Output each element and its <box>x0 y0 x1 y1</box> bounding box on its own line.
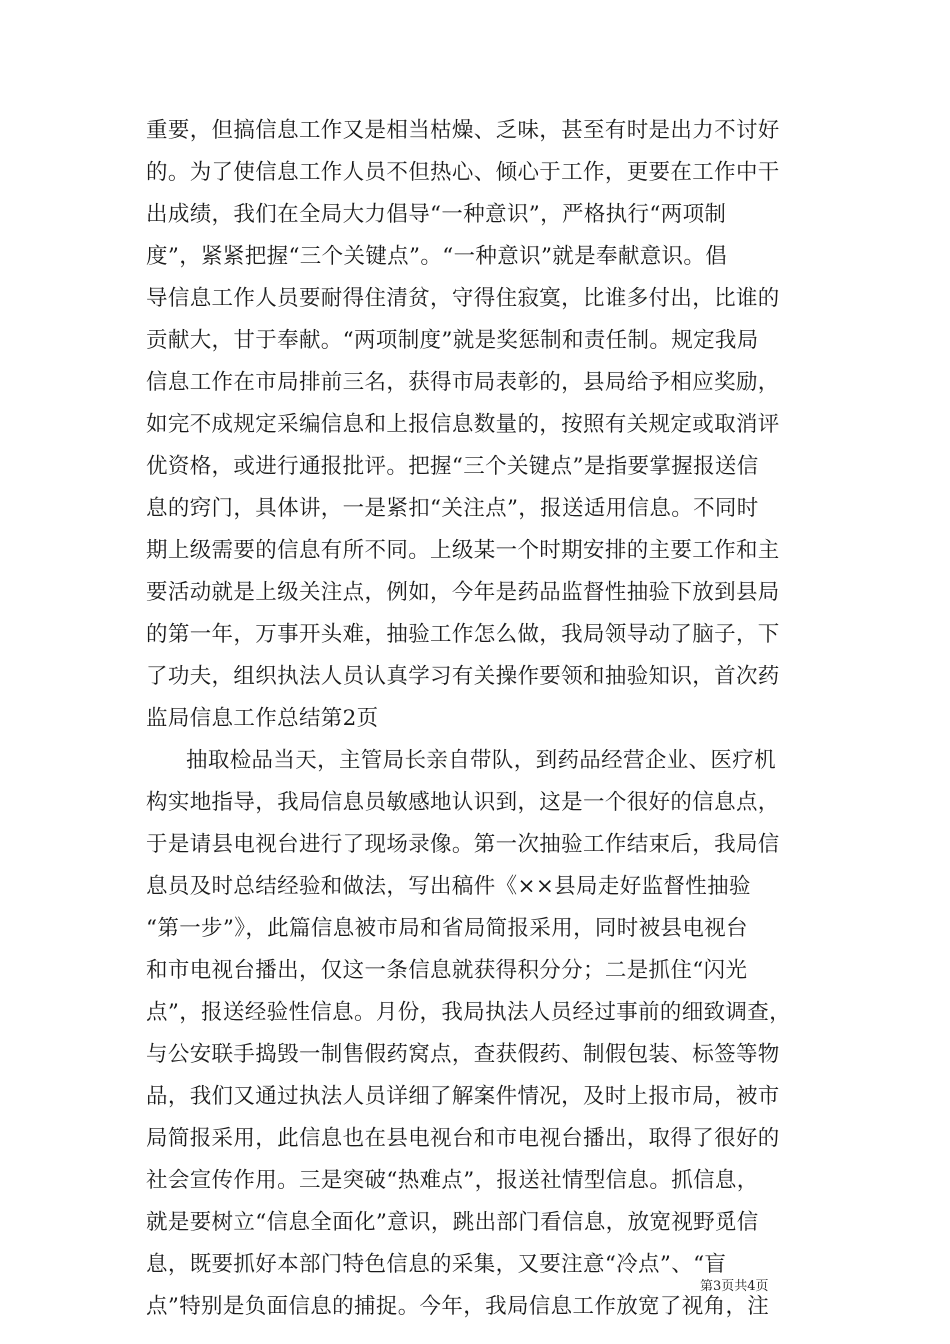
text-line: 如完不成规定采编信息和上报信息数量的，按照有关规定或取消评 <box>146 412 780 437</box>
text-line: 度”，紧紧把握“三个关键点”。“一种意识”就是奉献意识。倡 <box>146 244 728 269</box>
text-line: 社会宣传作用。三是突破“热难点”，报送社情型信息。抓信息， <box>146 1168 759 1193</box>
text-line: 就是要树立“信息全面化”意识，跳出部门看信息，放宽视野觅信 <box>146 1210 759 1235</box>
text-line: 优资格，或进行通报批评。把握“三个关键点”是指要掌握报送信 <box>146 454 759 479</box>
text-line: 局简报采用，此信息也在县电视台和市电视台播出，取得了很好的 <box>146 1126 780 1151</box>
text-line: 信息工作在市局排前三名，获得市局表彰的，县局给予相应奖励， <box>146 370 780 395</box>
text-line: 点”，报送经验性信息。月份，我局执法人员经过事前的细致调查， <box>146 1000 791 1025</box>
text-line: 点”特别是负面信息的捕捉。今年，我局信息工作放宽了视角，注 <box>146 1294 770 1319</box>
text-line: 期上级需要的信息有所不同。上级某一个时期安排的主要工作和主 <box>146 538 780 563</box>
text-line: 息，既要抓好本部门特色信息的采集，又要注意“冷点”、“盲 <box>146 1252 727 1277</box>
text-line: 构实地指导，我局信息员敏感地认识到，这是一个很好的信息点， <box>146 790 780 815</box>
text-line: 导信息工作人员要耐得住清贫，守得住寂寞，比谁多付出，比谁的 <box>146 286 780 311</box>
text-line: 息的窍门，具体讲，一是紧扣“关注点”，报送适用信息。不同时 <box>146 496 759 521</box>
page-number-footer: 第3页共4页 <box>700 1279 769 1294</box>
text-line: 的。为了使信息工作人员不但热心、倾心于工作，更要在工作中干 <box>146 160 780 185</box>
text-line: 重要，但搞信息工作又是相当枯燥、乏味，甚至有时是出力不讨好 <box>146 118 780 143</box>
text-line: 监局信息工作总结第2页 <box>146 706 379 731</box>
text-line: 贡献大，甘于奉献。“两项制度”就是奖惩制和责任制。规定我局 <box>146 328 759 353</box>
text-line: 的第一年，万事开头难，抽验工作怎么做，我局领导动了脑子，下 <box>146 622 780 647</box>
body-text <box>146 110 816 1328</box>
text-line: 要活动就是上级关注点，例如，今年是药品监督性抽验下放到县局 <box>146 580 780 605</box>
text-line: “第一步”》，此篇信息被市局和省局简报采用，同时被县电视台 <box>146 916 748 941</box>
text-line: 了功夫，组织执法人员认真学习有关操作要领和抽验知识，首次药 <box>146 664 780 689</box>
text-line: 品，我们又通过执法人员详细了解案件情况，及时上报市局，被市 <box>146 1084 780 1109</box>
text-line: 和市电视台播出，仅这一条信息就获得积分分；二是抓住“闪光 <box>146 958 748 983</box>
paragraph-start-line: 抽取检品当天，主管局长亲自带队，到药品经营企业、医疗机 <box>186 748 776 773</box>
text-line: 与公安联手捣毁一制售假药窝点，查获假药、制假包装、标签等物 <box>146 1042 780 1067</box>
text-line: 出成绩，我们在全局大力倡导“一种意识”，严格执行“两项制 <box>146 202 727 227</box>
text-line: 息员及时总结经验和做法，写出稿件《××县局走好监督性抽验 <box>146 874 751 899</box>
text-line: 于是请县电视台进行了现场录像。第一次抽验工作结束后，我局信 <box>146 832 780 857</box>
